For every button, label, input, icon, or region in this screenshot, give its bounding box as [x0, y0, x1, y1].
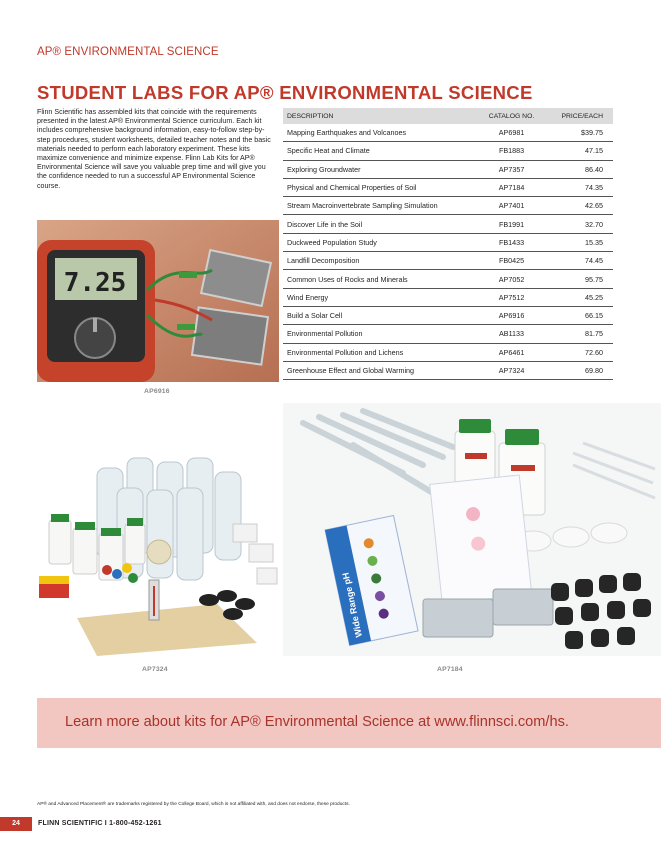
table-row: [283, 160, 613, 178]
kit-price: 15.35: [544, 233, 613, 251]
page-number: 24: [0, 817, 32, 831]
kit-catalog-number: FB0425: [479, 252, 545, 270]
table-row: [283, 124, 613, 142]
table-row: [283, 142, 613, 160]
caption-soil-kit: AP7184: [437, 666, 463, 673]
kit-description: Physical and Chemical Properties of Soil: [283, 178, 479, 196]
trademark-footnote: AP® and Advanced Placement® are trademarks registered by the College Board, which is not affiliated with, and does not endorse, these products.: [37, 802, 350, 807]
page-title: STUDENT LABS FOR AP® ENVIRONMENTAL SCIENCE: [37, 82, 533, 103]
kit-description: Stream Macroinvertebrate Sampling Simulation: [283, 197, 479, 215]
table-row: [283, 233, 613, 251]
kit-description: Environmental Pollution and Lichens: [283, 343, 479, 361]
kit-catalog-number: AP6461: [479, 343, 545, 361]
column-header-catalog: CATALOG NO.: [479, 108, 545, 124]
footer-brand: FLINN SCIENTIFIC I 1-800-452-1261: [38, 820, 162, 827]
caption-greenhouse-kit: AP7324: [142, 666, 168, 673]
table-row: [283, 178, 613, 196]
kit-description: Environmental Pollution: [283, 325, 479, 343]
intro-paragraph: Flinn Scientific has assembled kits that coincide with the requirements presented in the latest AP® Environmental Science curriculum. Each kit includes comprehensive background information, easy-to-follow step-by-step procedures, student worksheets, detailed teacher notes and the basic materials needed to perform each laboratory experiment. These kits maximize convenience and minimize expense. Flinn Lab Kits for AP® Environmental Science will save you valuable prep time and will give you the confidence needed to run a successful AP Environmental Science course.: [37, 108, 271, 190]
kit-price: 69.80: [544, 361, 613, 379]
kit-catalog-number: FB1883: [479, 142, 545, 160]
kit-catalog-number: AP7052: [479, 270, 545, 288]
caption-solar-kit: AP6916: [144, 388, 170, 395]
kit-description: Exploring Groundwater: [283, 160, 479, 178]
kit-catalog-number: AP7512: [479, 288, 545, 306]
table-row: [283, 197, 613, 215]
column-header-price: PRICE/EACH: [544, 108, 613, 124]
kit-price: 74.35: [544, 178, 613, 196]
kit-price: 81.75: [544, 325, 613, 343]
table-header-row: [283, 108, 613, 124]
kit-price: 42.65: [544, 197, 613, 215]
table-row: [283, 288, 613, 306]
photo-greenhouse-kit: [37, 428, 279, 656]
photo-soil-kit: [283, 403, 661, 656]
kit-catalog-number: AP6916: [479, 306, 545, 324]
kit-price: 74.45: [544, 252, 613, 270]
kit-description: Specific Heat and Climate: [283, 142, 479, 160]
kit-catalog-number: AP7357: [479, 160, 545, 178]
section-label: AP® ENVIRONMENTAL SCIENCE: [37, 46, 219, 58]
kit-catalog-number: FB1991: [479, 215, 545, 233]
kit-price: 45.25: [544, 288, 613, 306]
promo-banner[interactable]: [37, 698, 661, 748]
kit-catalog-number: AB1133: [479, 325, 545, 343]
meter-reading: 7.25: [63, 268, 127, 298]
kit-description: Landfill Decomposition: [283, 252, 479, 270]
kit-price: 47.15: [544, 142, 613, 160]
table-row: [283, 325, 613, 343]
kit-price: 66.15: [544, 306, 613, 324]
kit-catalog-number: FB1433: [479, 233, 545, 251]
kit-price: $39.75: [544, 124, 613, 142]
kit-catalog-number: AP7324: [479, 361, 545, 379]
photo-solar-cell-kit: [37, 220, 279, 382]
table-row: [283, 215, 613, 233]
table-row: [283, 270, 613, 288]
table-row: [283, 306, 613, 324]
kit-description: Mapping Earthquakes and Volcanoes: [283, 124, 479, 142]
kit-description: Build a Solar Cell: [283, 306, 479, 324]
kit-price: 72.60: [544, 343, 613, 361]
table-row: [283, 361, 613, 379]
kit-description: Greenhouse Effect and Global Warming: [283, 361, 479, 379]
kit-catalog-number: AP6981: [479, 124, 545, 142]
kit-price: 86.40: [544, 160, 613, 178]
kit-description: Discover Life in the Soil: [283, 215, 479, 233]
kit-description: Common Uses of Rocks and Minerals: [283, 270, 479, 288]
table-row: [283, 343, 613, 361]
table-row: [283, 252, 613, 270]
promo-banner-text[interactable]: Learn more about kits for AP® Environmental Science at www.flinnsci.com/hs.: [65, 714, 569, 730]
kit-price: 95.75: [544, 270, 613, 288]
column-header-description: DESCRIPTION: [283, 108, 479, 124]
kit-price: 32.70: [544, 215, 613, 233]
kits-table: [283, 108, 613, 380]
chart-label: Wide Range pH: [340, 571, 364, 639]
kit-catalog-number: AP7401: [479, 197, 545, 215]
kit-description: Duckweed Population Study: [283, 233, 479, 251]
kit-description: Wind Energy: [283, 288, 479, 306]
kit-catalog-number: AP7184: [479, 178, 545, 196]
